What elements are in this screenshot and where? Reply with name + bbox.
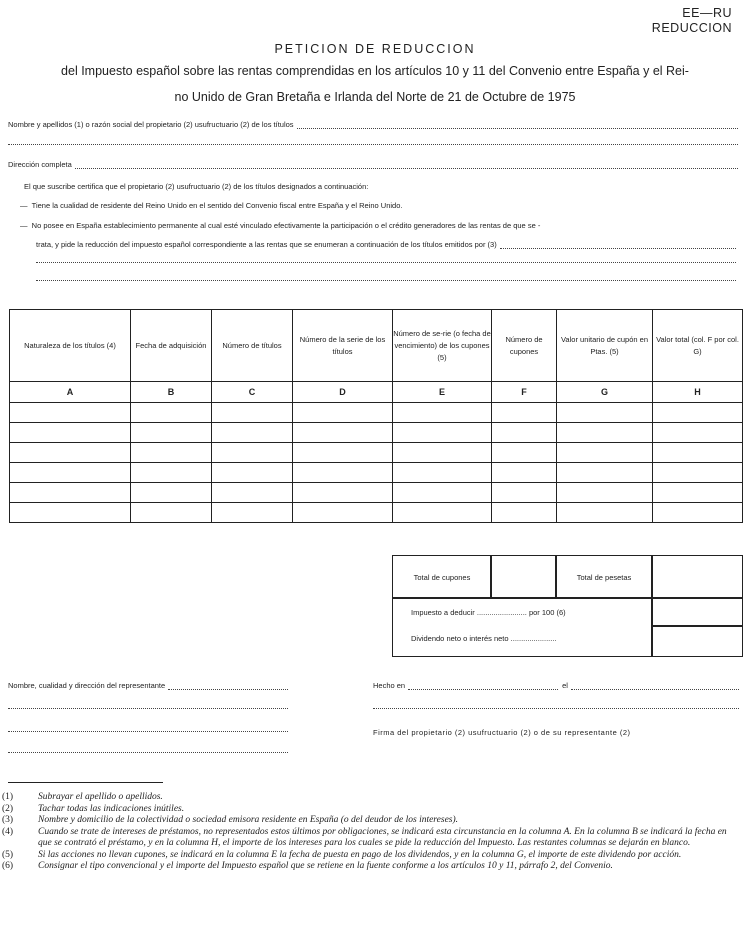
table-cell[interactable] — [293, 463, 393, 483]
table-cell[interactable] — [492, 443, 557, 463]
table-cell[interactable] — [653, 483, 743, 503]
form-code-line2: REDUCCION — [651, 21, 732, 35]
footnote-number: (4) — [2, 826, 14, 837]
table-cell[interactable] — [10, 403, 131, 423]
table-cell[interactable] — [131, 443, 212, 463]
form-code — [652, 6, 732, 36]
column-letter: A — [10, 382, 131, 403]
form-subtitle-line1: del Impuesto español sobre las rentas comprendidas en los artículos 10 y 11 del Convenio entre España y el Rei- — [61, 64, 689, 78]
table-cell[interactable] — [492, 403, 557, 423]
table-cell[interactable] — [212, 443, 293, 463]
footnote-number: (1) — [2, 792, 14, 802]
certify-item-2-continued: trata, y pide la reducción del impuesto español correspondiente a las rentas que se enumeran a continuación de los títulos emitidos por (3) — [36, 240, 497, 249]
table-cell[interactable] — [293, 443, 393, 463]
emisor-fill-line[interactable] — [500, 240, 736, 249]
table-cell[interactable] — [557, 423, 653, 443]
column-letter: D — [293, 382, 393, 403]
footnote-number: (3) — [2, 815, 14, 825]
table-cell[interactable] — [293, 423, 393, 443]
table-letter-row — [10, 382, 743, 403]
table-row — [10, 443, 743, 463]
footnote-2 — [2, 803, 740, 816]
total-cupones-label: Total de cupones — [392, 555, 492, 599]
table-row — [10, 503, 743, 523]
emisor-fill-line-2[interactable] — [36, 262, 736, 263]
hecho-en-label: Hecho en — [373, 681, 406, 690]
column-letter: C — [212, 382, 293, 403]
hecho-en-field[interactable] — [373, 681, 739, 690]
table-cell[interactable] — [131, 463, 212, 483]
column-letter: F — [492, 382, 557, 403]
table-cell[interactable] — [293, 483, 393, 503]
table-row — [10, 463, 743, 483]
table-cell[interactable] — [212, 483, 293, 503]
header-numero-serie: Número de la serie de los títulos — [293, 310, 393, 382]
table-row — [10, 483, 743, 503]
representante-fill-line-4[interactable] — [8, 752, 288, 753]
table-cell[interactable] — [492, 463, 557, 483]
table-cell[interactable] — [393, 503, 492, 523]
table-cell[interactable] — [557, 403, 653, 423]
titles-table — [9, 309, 743, 523]
footnote-number: (2) — [2, 803, 14, 814]
table-cell[interactable] — [653, 503, 743, 523]
table-cell[interactable] — [393, 423, 492, 443]
form-subtitle-line2: no Unido de Gran Bretaña e Irlanda del Norte de 21 de Octubre de 1975 — [174, 90, 576, 104]
table-row — [10, 423, 743, 443]
table-cell[interactable] — [10, 483, 131, 503]
footnote-number: (6) — [2, 861, 14, 871]
total-pesetas-value[interactable] — [651, 555, 743, 599]
el-label: el — [562, 681, 568, 690]
dividendo-value[interactable] — [651, 625, 743, 657]
table-cell[interactable] — [212, 423, 293, 443]
column-letter: H — [653, 382, 743, 403]
table-cell[interactable] — [653, 403, 743, 423]
table-cell[interactable] — [557, 463, 653, 483]
table-row — [10, 403, 743, 423]
emisor-fill-line-3[interactable] — [36, 280, 736, 281]
impuesto-label: Impuesto a deducir ........................ por 100 (6) — [411, 608, 566, 617]
table-entry-rows — [10, 403, 743, 523]
certify-item-2-text: No posee en España establecimiento permanente al cual esté vinculado efectivamente la participación o el crédito generadores de las rentas de que se - — [31, 221, 541, 230]
table-cell[interactable] — [393, 403, 492, 423]
header-numero-cupones: Número de cupones — [492, 310, 557, 382]
direccion-field[interactable] — [8, 160, 738, 169]
header-naturaleza: Naturaleza de los títulos (4) — [10, 310, 131, 382]
column-letter: B — [131, 382, 212, 403]
column-letter: E — [393, 382, 492, 403]
form-title: PETICION DE REDUCCION — [274, 42, 476, 56]
table-cell[interactable] — [492, 503, 557, 523]
header-valor-unitario: Valor unitario de cupón en Ptas. (5) — [557, 310, 653, 382]
footnote-4 — [2, 826, 740, 850]
table-cell[interactable] — [131, 423, 212, 443]
table-cell[interactable] — [492, 483, 557, 503]
footnote-text: Si las acciones no llevan cupones, se indicará en la columna E la fecha de puesta en pago de los dividendos, y en la columna G, el importe de este dividendo por acción. — [38, 849, 682, 860]
table-cell[interactable] — [131, 403, 212, 423]
representante-label: Nombre, cualidad y dirección del representante — [8, 681, 166, 690]
nombre-field[interactable] — [8, 120, 738, 129]
hecho-en-fill-line[interactable] — [408, 681, 558, 690]
representante-fill-line-3[interactable] — [8, 731, 288, 732]
dash-bullet: — — [20, 221, 32, 230]
header-fecha-adquisicion: Fecha de adquisición — [131, 310, 212, 382]
certify-item-1 — [20, 201, 735, 210]
dash-bullet: — — [20, 201, 32, 210]
dividendo-label: Dividendo neto o interés neto ...................... — [411, 634, 557, 643]
direccion-label: Dirección completa — [8, 160, 72, 169]
table-cell[interactable] — [557, 503, 653, 523]
table-cell[interactable] — [10, 423, 131, 443]
table-cell[interactable] — [393, 483, 492, 503]
certify-item-2 — [20, 221, 735, 230]
table-cell[interactable] — [10, 463, 131, 483]
header-numero-titulos: Número de títulos — [212, 310, 293, 382]
fecha-fill-line[interactable] — [571, 681, 739, 690]
total-cupones-value[interactable] — [490, 555, 557, 599]
certify-intro: El que suscribe certifica que el propietario (2) usufructuario (2) de los títulos designados a continuación: — [24, 182, 369, 191]
footnote-text: Cuando se trate de intereses de préstamos, no representados estos últimos por obligaciones, se indicará esta circunstancia en la columna A. En la columna B se indicará la fecha en que se contrató el préstamo, y en la columna H, el importe de los intereses para los cuales se pide la reducción del Impuesto. Las restantes columnas se dejarán en blanco. — [38, 826, 727, 848]
table-cell[interactable] — [293, 503, 393, 523]
hecho-en-fill-line-2[interactable] — [373, 708, 739, 709]
table-header-row — [10, 310, 743, 382]
table-cell[interactable] — [293, 403, 393, 423]
header-valor-total: Valor total (col. F por col. G) — [653, 310, 743, 382]
table-cell[interactable] — [10, 503, 131, 523]
footnote-6 — [2, 861, 740, 873]
impuesto-value[interactable] — [651, 597, 743, 627]
representante-fill-line[interactable] — [168, 681, 288, 690]
deductions-box — [392, 597, 653, 657]
form-code-line1: EE—RU — [682, 6, 732, 20]
total-pesetas-label: Total de pesetas — [555, 555, 653, 599]
table-cell[interactable] — [212, 463, 293, 483]
table-cell[interactable] — [131, 503, 212, 523]
table-cell[interactable] — [10, 443, 131, 463]
direccion-fill-line[interactable] — [75, 160, 738, 169]
footnote-1 — [2, 792, 740, 804]
certify-item-1-text: Tiene la cualidad de residente del Reino Unido en el sentido del Convenio fiscal entre España y el Reino Unido. — [31, 201, 403, 210]
firma-label: Firma del propietario (2) usufructuario (2) o de su representante (2) — [373, 728, 631, 737]
table-cell[interactable] — [557, 443, 653, 463]
table-cell[interactable] — [653, 423, 743, 443]
footnote-5 — [2, 849, 740, 862]
footnote-text: Consignar el tipo convencional y el importe del Impuesto español que se retiene en la fuente conforme a los artículos 10 y 11, párrafo 2, del Convenio. — [38, 861, 613, 871]
table-cell[interactable] — [212, 403, 293, 423]
header-serie-cupones: Número de se-rie (o fecha de vencimiento) de los cupones (5) — [393, 310, 492, 382]
footnote-text: Subrayar el apellido o apellidos. — [38, 792, 163, 802]
footnote-text: Nombre y domicilio de la colectividad o sociedad emisora residente en España (o del deudor de los intereses). — [38, 815, 459, 825]
footnotes-divider — [8, 782, 163, 783]
nombre-fill-line[interactable] — [297, 120, 738, 129]
emisor-field[interactable] — [36, 240, 736, 249]
representante-fill-line-2[interactable] — [8, 708, 288, 709]
footnote-text: Tachar todas las indicaciones inútiles. — [38, 803, 185, 814]
table-cell[interactable] — [212, 503, 293, 523]
table-cell[interactable] — [492, 423, 557, 443]
table-cell[interactable] — [653, 443, 743, 463]
table-cell[interactable] — [557, 483, 653, 503]
column-letter: G — [557, 382, 653, 403]
table-cell[interactable] — [393, 463, 492, 483]
nombre-fill-line-2[interactable] — [8, 144, 738, 145]
table-cell[interactable] — [653, 463, 743, 483]
nombre-label: Nombre y apellidos (1) o razón social del propietario (2) usufructuario (2) de los títulos — [8, 120, 294, 129]
representante-field[interactable] — [8, 681, 288, 690]
footnotes — [2, 792, 740, 873]
footnote-3 — [2, 815, 740, 827]
table-cell[interactable] — [131, 483, 212, 503]
table-cell[interactable] — [393, 443, 492, 463]
footnote-number: (5) — [2, 849, 14, 860]
